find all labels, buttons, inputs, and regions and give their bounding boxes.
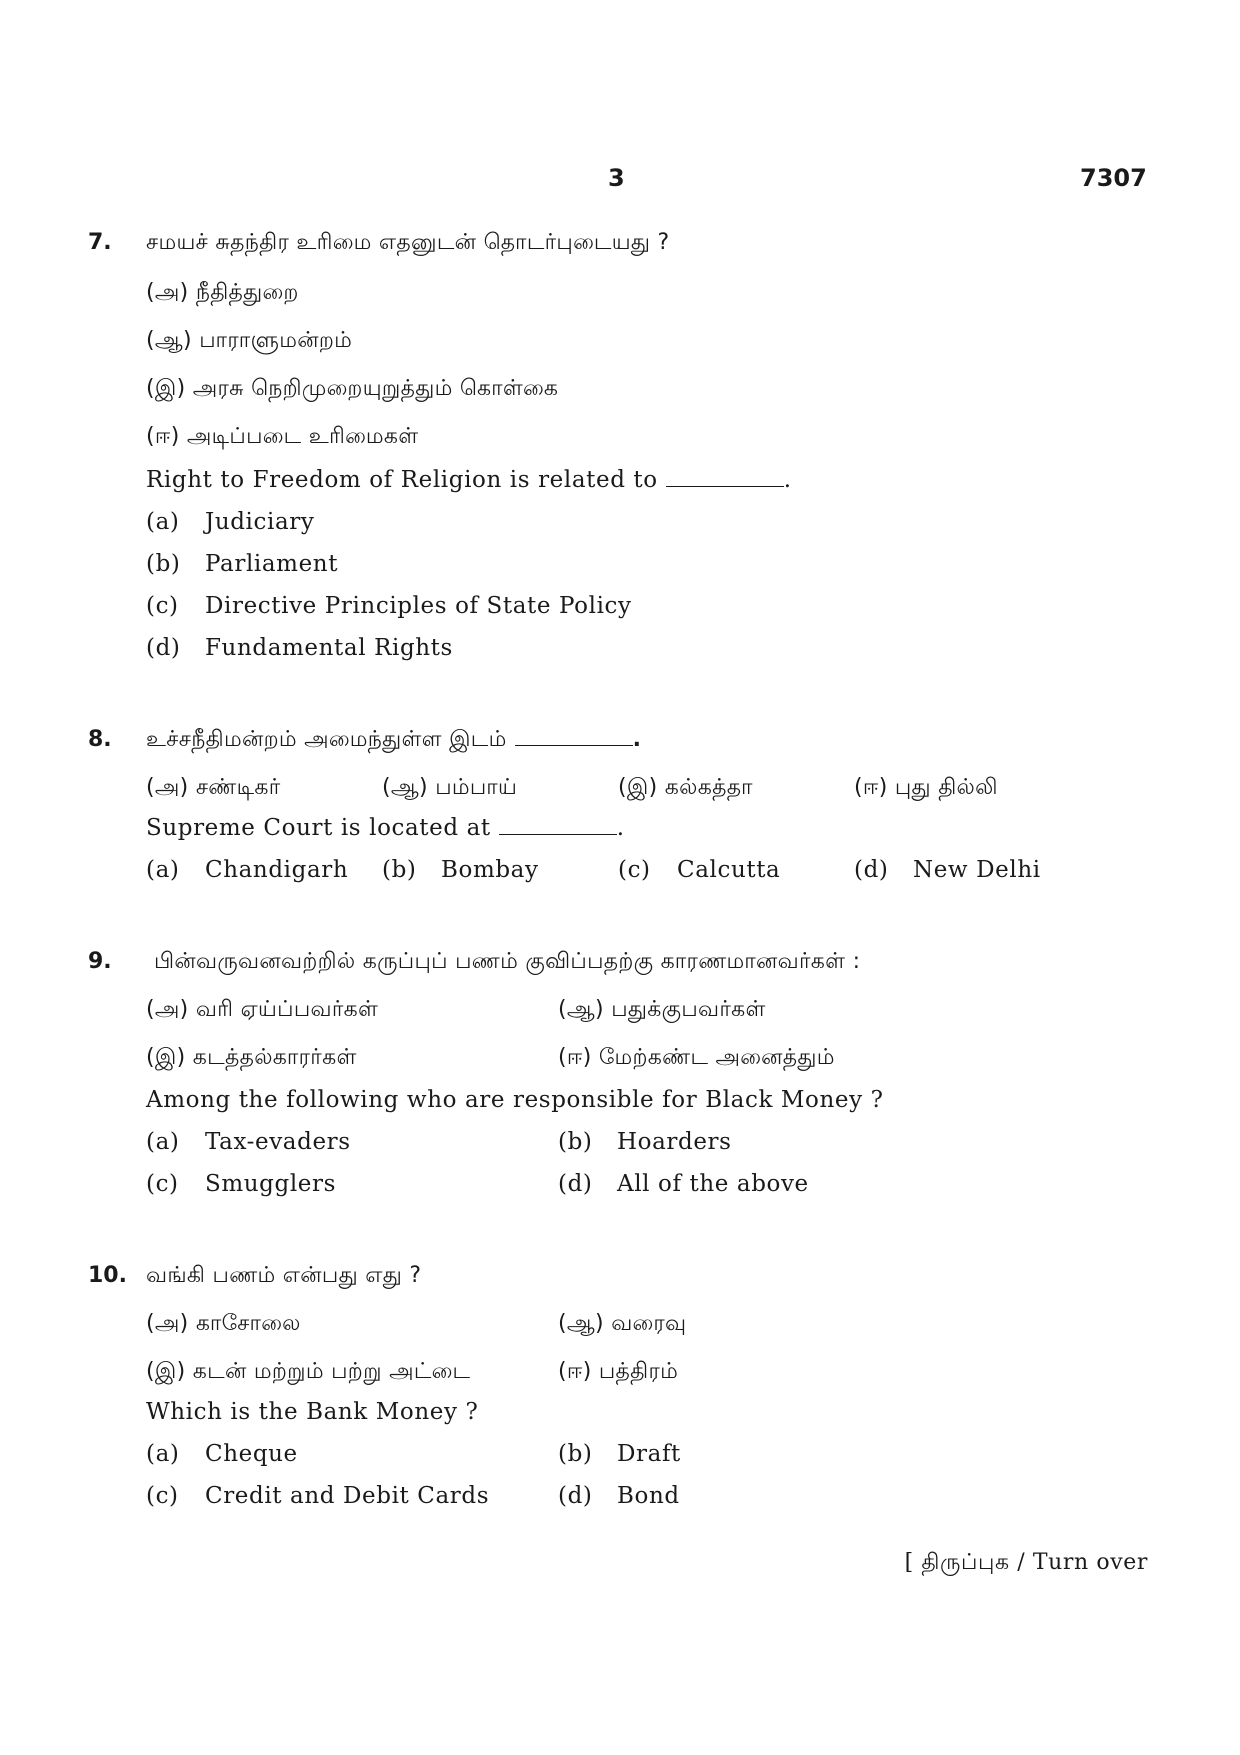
option-text: கடத்தல்காரர்கள்	[192, 1045, 357, 1070]
option-text: கல்கத்தா	[664, 775, 753, 800]
option-text: பதுக்குபவர்கள்	[611, 997, 766, 1022]
english-question-text: Right to Freedom of Religion is related to	[146, 467, 658, 493]
option-text: அடிப்படை உரிமைகள்	[186, 424, 419, 449]
answer-blank	[499, 818, 617, 835]
option-label: (இ)	[618, 775, 658, 800]
english-option-label: (c)	[146, 1171, 179, 1197]
english-option-label: (a)	[146, 1129, 180, 1155]
english-question: Among the following who are responsible for Black Money ?	[146, 1087, 884, 1113]
english-question-text: Supreme Court is located at	[146, 815, 491, 841]
option-label: (அ)	[146, 1311, 189, 1336]
option-label: (அ)	[146, 775, 189, 800]
paper-code: 7307	[1080, 164, 1147, 192]
option-label: (ஆ)	[558, 997, 604, 1022]
option-label: (ஆ)	[382, 775, 428, 800]
tamil-option	[558, 1045, 835, 1073]
option-text: மேற்கண்ட அனைத்தும்	[598, 1045, 835, 1070]
option-label: (ஆ)	[146, 328, 192, 353]
option-label: (ஈ)	[146, 424, 180, 449]
option-text: சண்டிகர்	[195, 775, 281, 800]
english-option-text: Cheque	[205, 1441, 298, 1467]
english-option-text: Draft	[617, 1441, 681, 1467]
english-option-label: (a)	[146, 857, 180, 883]
english-option-label: (d)	[854, 857, 889, 883]
option-label: (ஈ)	[558, 1359, 592, 1384]
answer-blank	[666, 470, 784, 487]
tamil-option	[558, 997, 766, 1025]
tamil-option	[558, 1359, 678, 1387]
english-option-label: (c)	[146, 1483, 179, 1509]
tamil-question: பின்வருவனவற்றில் கருப்புப் பணம் குவிப்பதற்கு காரணமானவர்கள் :	[154, 949, 861, 974]
tamil-option	[146, 1311, 301, 1339]
question-end: .	[783, 467, 792, 493]
tamil-question: வங்கி பணம் என்பது எது ?	[146, 1263, 422, 1288]
option-label: (ஆ)	[558, 1311, 604, 1336]
page-number: 3	[608, 164, 625, 192]
english-option-label: (d)	[146, 635, 181, 661]
question-end: .	[616, 815, 625, 841]
english-option-label: (a)	[146, 1441, 180, 1467]
english-option-label: (b)	[558, 1129, 593, 1155]
english-option-text: New Delhi	[913, 857, 1041, 883]
tamil-option	[146, 997, 378, 1025]
option-text: பம்பாய்	[435, 775, 518, 800]
tamil-option	[146, 1045, 357, 1073]
english-option-text: Credit and Debit Cards	[205, 1483, 490, 1509]
english-option-text: Directive Principles of State Policy	[205, 593, 632, 619]
option-label: (அ)	[146, 997, 189, 1022]
english-option-text: Tax-evaders	[205, 1129, 351, 1155]
english-option-label: (c)	[618, 857, 651, 883]
question-number: 7.	[88, 230, 112, 255]
option-label: (ஈ)	[854, 775, 888, 800]
english-option-text: Hoarders	[617, 1129, 732, 1155]
tamil-option	[146, 424, 418, 452]
english-question	[146, 467, 792, 493]
english-option-text: Bombay	[441, 857, 539, 883]
option-text: நீதித்துறை	[195, 280, 299, 305]
option-label: (ஈ)	[558, 1045, 592, 1070]
option-text: பத்திரம்	[598, 1359, 679, 1384]
tamil-option	[382, 775, 517, 803]
option-text: வரி ஏய்ப்பவர்கள்	[195, 997, 379, 1022]
turn-over-note: [ திருப்புக / Turn over	[904, 1550, 1148, 1575]
english-option-label: (b)	[382, 857, 417, 883]
tamil-option	[146, 280, 299, 308]
english-option-label: (c)	[146, 593, 179, 619]
option-text: வரைவு	[611, 1311, 687, 1336]
english-question	[146, 815, 625, 841]
english-option-text: Judiciary	[205, 509, 315, 535]
question-end: .	[632, 727, 642, 752]
english-option-text: Fundamental Rights	[205, 635, 453, 661]
tamil-option	[146, 328, 352, 356]
question-number: 10.	[88, 1263, 127, 1288]
english-option-label: (b)	[146, 551, 181, 577]
english-option-label: (b)	[558, 1441, 593, 1467]
tamil-option	[854, 775, 998, 803]
option-label: (இ)	[146, 1045, 186, 1070]
option-label: (இ)	[146, 1359, 186, 1384]
english-option-label: (a)	[146, 509, 180, 535]
english-option-label: (d)	[558, 1483, 593, 1509]
english-option-text: Calcutta	[677, 857, 781, 883]
tamil-option	[618, 775, 753, 803]
english-option-text: All of the above	[617, 1171, 809, 1197]
english-option-text: Bond	[617, 1483, 680, 1509]
question-number: 8.	[88, 727, 112, 752]
option-text: பாராளுமன்றம்	[199, 328, 353, 353]
english-option-label: (d)	[558, 1171, 593, 1197]
option-label: (அ)	[146, 280, 189, 305]
option-text: அரசு நெறிமுறையுறுத்தும் கொள்கை	[192, 376, 559, 401]
english-option-text: Chandigarh	[205, 857, 349, 883]
english-question: Which is the Bank Money ?	[146, 1399, 479, 1425]
option-text: புது தில்லி	[894, 775, 998, 800]
tamil-option	[146, 775, 281, 803]
question-number: 9.	[88, 949, 112, 974]
english-option-text: Parliament	[205, 551, 339, 577]
tamil-option	[146, 1359, 470, 1387]
tamil-question-text: உச்சநீதிமன்றம் அமைந்துள்ள இடம்	[146, 727, 507, 752]
option-label: (இ)	[146, 376, 186, 401]
option-text: கடன் மற்றும் பற்று அட்டை	[192, 1359, 471, 1384]
option-text: காசோலை	[195, 1311, 301, 1336]
answer-blank	[515, 729, 633, 746]
tamil-option	[558, 1311, 686, 1339]
english-option-text: Smugglers	[205, 1171, 336, 1197]
tamil-question: சமயச் சுதந்திர உரிமை எதனுடன் தொடர்புடையது ?	[146, 230, 670, 255]
tamil-question	[146, 727, 641, 755]
tamil-option	[146, 376, 558, 404]
